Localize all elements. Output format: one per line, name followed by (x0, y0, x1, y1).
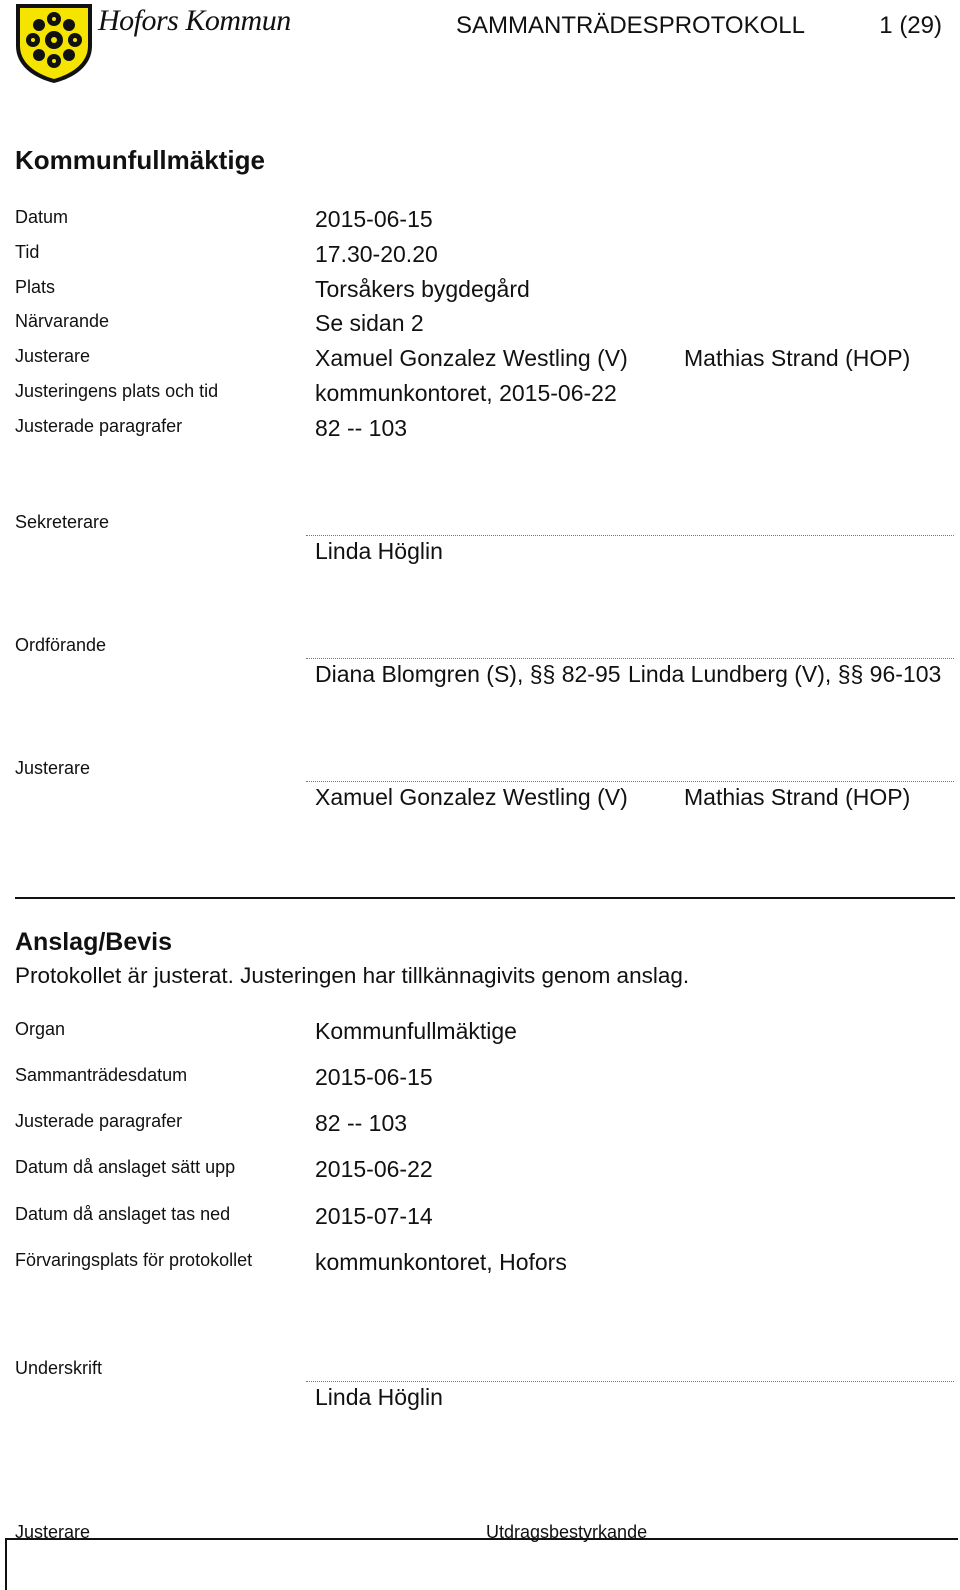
brand-name: Hofors Kommun (98, 4, 291, 37)
justerare-label: Justerare (15, 346, 91, 366)
paragrafer-label: Justerade paragrafer (15, 416, 183, 436)
anslag-heading: Anslag/Bevis (15, 928, 173, 956)
underskrift-label: Underskrift (15, 1358, 103, 1378)
plats-value: Torsåkers bygdegård (315, 276, 530, 302)
ordforande-signature-line (306, 658, 954, 659)
narvarande-label: Närvarande (15, 311, 110, 331)
tid-value: 17.30-20.20 (315, 241, 438, 267)
justering-label: Justeringens plats och tid (15, 381, 219, 401)
justerare-sign-name-2: Mathias Strand (HOP) (684, 784, 911, 810)
anslag-upp-label: Datum då anslaget sätt upp (15, 1157, 236, 1177)
ordforande-name-1: Diana Blomgren (S), §§ 82-95 (315, 661, 621, 687)
plats-label: Plats (15, 277, 56, 297)
forvaring-label: Förvaringsplats för protokollet (15, 1250, 253, 1270)
anslag-ned-value: 2015-07-14 (315, 1203, 433, 1229)
justerare-signature-line (306, 781, 954, 782)
tid-label: Tid (15, 242, 40, 262)
anslag-paragrafer-value: 82 -- 103 (315, 1110, 408, 1136)
organ-value: Kommunfullmäktige (315, 1018, 517, 1044)
anslag-text: Protokollet är justerat. Justeringen har tillkännagivits genom anslag. (15, 963, 690, 988)
sekreterare-signature-line (306, 535, 954, 536)
underskrift-signature-line (306, 1381, 954, 1382)
ordforande-name-2: Linda Lundberg (V), §§ 96-103 (628, 661, 942, 687)
hofors-coat-of-arms-logo (14, 2, 94, 84)
footer-box (5, 1538, 958, 1590)
sekreterare-name: Linda Höglin (315, 538, 443, 564)
ordforande-label: Ordförande (15, 635, 107, 655)
sammantradesdatum-value: 2015-06-15 (315, 1064, 433, 1090)
justerare-sign-name-1: Xamuel Gonzalez Westling (V) (315, 784, 628, 810)
anslag-ned-label: Datum då anslaget tas ned (15, 1204, 231, 1224)
forvaring-value: kommunkontoret, Hofors (315, 1249, 567, 1275)
justerare-value-1: Xamuel Gonzalez Westling (V) (315, 345, 628, 371)
page-number: 1 (29) (879, 12, 942, 39)
footer-justerare-label: Justerare (15, 1522, 91, 1542)
underskrift-name: Linda Höglin (315, 1384, 443, 1410)
datum-label: Datum (15, 207, 69, 227)
sammantradesdatum-label: Sammanträdesdatum (15, 1065, 188, 1085)
section-divider (15, 897, 955, 899)
organ-label: Organ (15, 1019, 66, 1039)
anslag-upp-value: 2015-06-22 (315, 1156, 433, 1182)
justerare-value-2: Mathias Strand (HOP) (684, 345, 911, 371)
narvarande-value: Se sidan 2 (315, 310, 424, 336)
document-title: SAMMANTRÄDESPROTOKOLL (456, 12, 805, 39)
paragrafer-value: 82 -- 103 (315, 415, 408, 441)
justering-value: kommunkontoret, 2015-06-22 (315, 380, 617, 406)
footer-utdrag-label: Utdragsbestyrkande (486, 1522, 648, 1542)
datum-value: 2015-06-15 (315, 206, 433, 232)
body-title: Kommunfullmäktige (15, 145, 265, 175)
anslag-paragrafer-label: Justerade paragrafer (15, 1111, 183, 1131)
sekreterare-label: Sekreterare (15, 512, 110, 532)
justerare-sign-label: Justerare (15, 758, 91, 778)
